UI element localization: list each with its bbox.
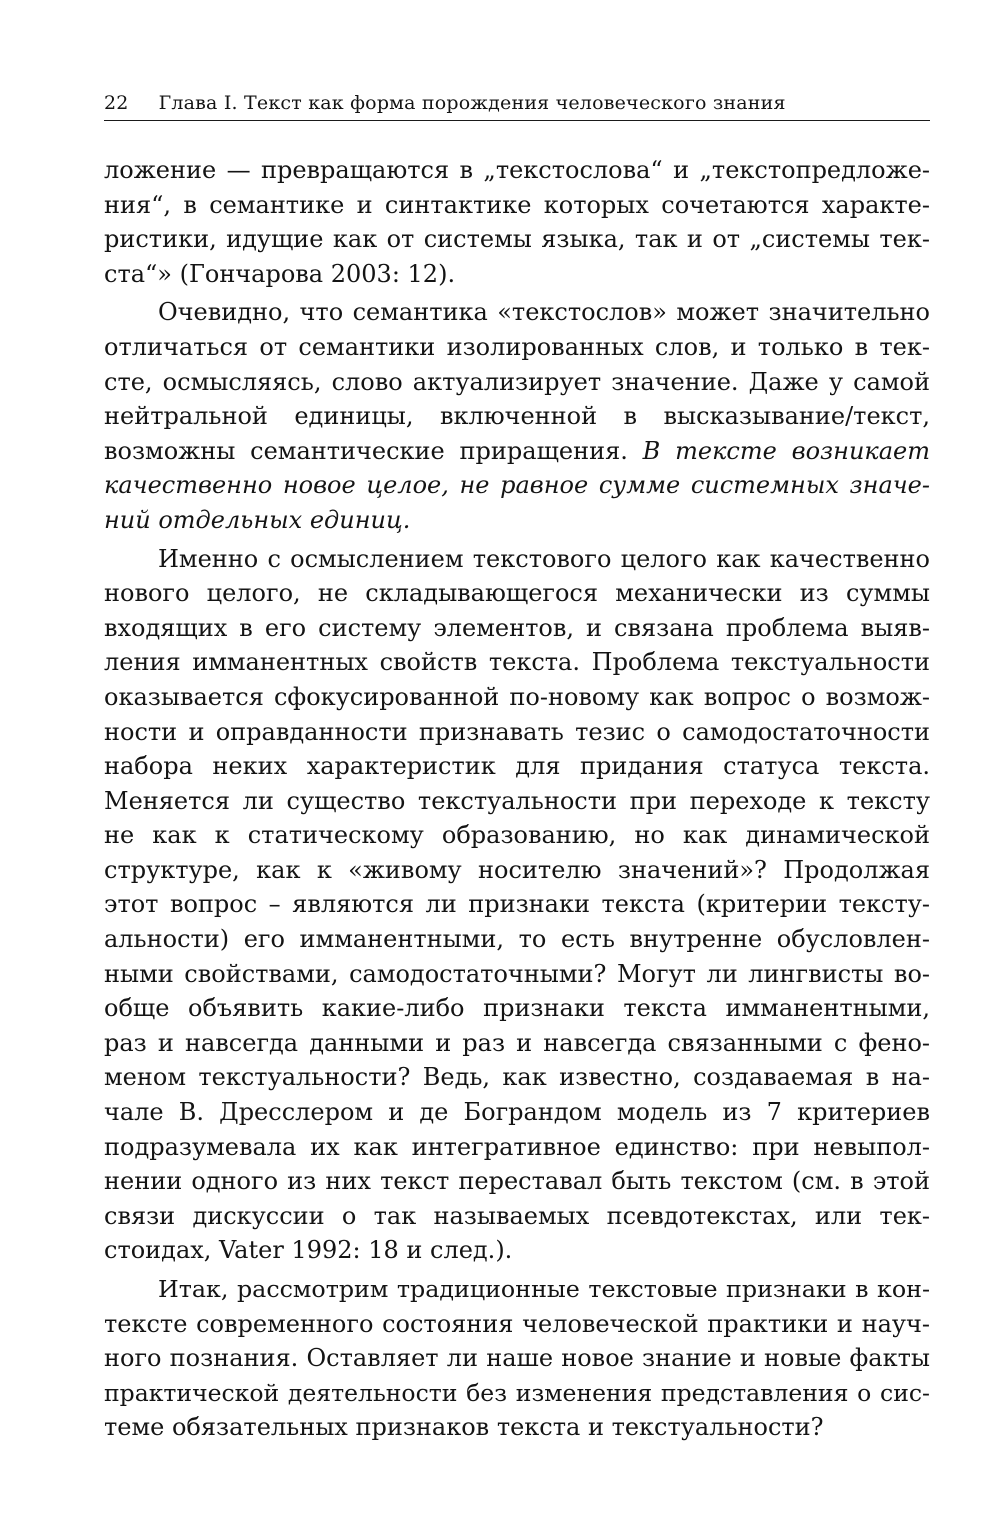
text-line: чале В. Дресслером и де Бограндом модель из 7 критериев <box>104 1098 930 1127</box>
running-header <box>104 92 930 121</box>
text-line: альности) его имманентными, то есть внутренне обусловлен- <box>104 925 930 954</box>
text-line <box>104 434 930 469</box>
text-line: обще объявить какие-либо признаки текста имманентными, <box>104 994 930 1023</box>
text-line: тексте современного состояния человеческой практики и науч- <box>104 1309 930 1338</box>
chapter-title: Глава I. Текст как форма порождения человеческого знания <box>158 92 786 114</box>
text-line: ния“, в семантике и синтактике которых сочетаются характе- <box>104 190 930 219</box>
page-number: 22 <box>104 92 129 114</box>
paragraph-1 <box>104 153 930 291</box>
text-line: ления имманентных свойств текста. Проблема текстуальности <box>104 648 930 677</box>
text-line: теме обязательных признаков текста и текстуальности? <box>104 1413 824 1442</box>
text-line: ста“» (Гончарова 2003: 12). <box>104 259 456 288</box>
italic-line: качественно новое целое, не равное сумме системных значе- <box>104 471 930 500</box>
text-line: ложение — превращаются в „текстослова“ и „текстопредложе- <box>104 156 930 184</box>
text-line: сте, осмысляясь, слово актуализирует значение. Даже у самой <box>104 367 930 396</box>
text-line: нового целого, не складывающегося механически из суммы <box>104 579 930 608</box>
text-line: Именно с осмыслением текстового целого как качественно <box>158 544 930 573</box>
book-page <box>104 92 930 1445</box>
text-line: отличаться от семантики изолированных слов, и только в тек- <box>104 332 930 361</box>
text-line: этот вопрос – являются ли признаки текста (критерии тексту- <box>104 890 930 919</box>
text-line: ристики, идущие как от системы языка, так и от „системы тек- <box>104 225 930 254</box>
paragraph-3 <box>104 542 930 1268</box>
italic-line: ний отдельных единиц. <box>104 505 411 534</box>
text-line: нении одного из них текст переставал быть текстом (см. в этой <box>104 1167 930 1196</box>
text-line: практической деятельности без изменения представления о сис- <box>104 1378 930 1407</box>
text-line: ными свойствами, самодостаточными? Могут ли лингвисты во- <box>104 959 930 988</box>
text-line: стоидах, Vater 1992: 18 и след.). <box>104 1236 513 1265</box>
text-line: Итак, рассмотрим традиционные текстовые признаки в кон- <box>158 1275 930 1303</box>
text-line: оказывается сфокусированной по-новому как вопрос о возмож- <box>104 682 930 711</box>
text-line: связи дискуссии о так называемых псевдотекстах, или тек- <box>104 1201 930 1230</box>
text-line: не как к статическому образованию, но как динамической <box>104 821 930 850</box>
italic-segment: В тексте возникает <box>627 436 931 465</box>
text-line: ного познания. Оставляет ли наше новое знание и новые факты <box>104 1344 930 1373</box>
text-line: меном текстуальности? Ведь, как известно, создаваемая в на- <box>104 1063 930 1092</box>
text-line: Очевидно, что семантика «текстослов» может значительно <box>158 298 930 327</box>
text-line: нейтральной единицы, включенной в высказывание/текст, <box>104 402 930 431</box>
text-line: ности и оправданности признавать тезис о самодостаточности <box>104 717 930 746</box>
paragraph-2 <box>104 295 930 537</box>
text-line: подразумевала их как интегративное единство: при невыпол- <box>104 1132 930 1161</box>
text-line: Меняется ли существо текстуальности при переходе к тексту <box>104 786 930 815</box>
paragraph-4 <box>104 1272 930 1445</box>
text-line: набора неких характеристик для придания статуса текста. <box>104 752 930 781</box>
body-text <box>104 153 930 1445</box>
text-line: раз и навсегда данными и раз и навсегда связанными с фено- <box>104 1028 930 1057</box>
text-line: структуре, как к «живому носителю значений»? Продолжая <box>104 855 930 884</box>
text-segment: возможны семантические приращения. <box>104 436 628 465</box>
text-line: входящих в его систему элементов, и связана проблема выяв- <box>104 613 930 642</box>
